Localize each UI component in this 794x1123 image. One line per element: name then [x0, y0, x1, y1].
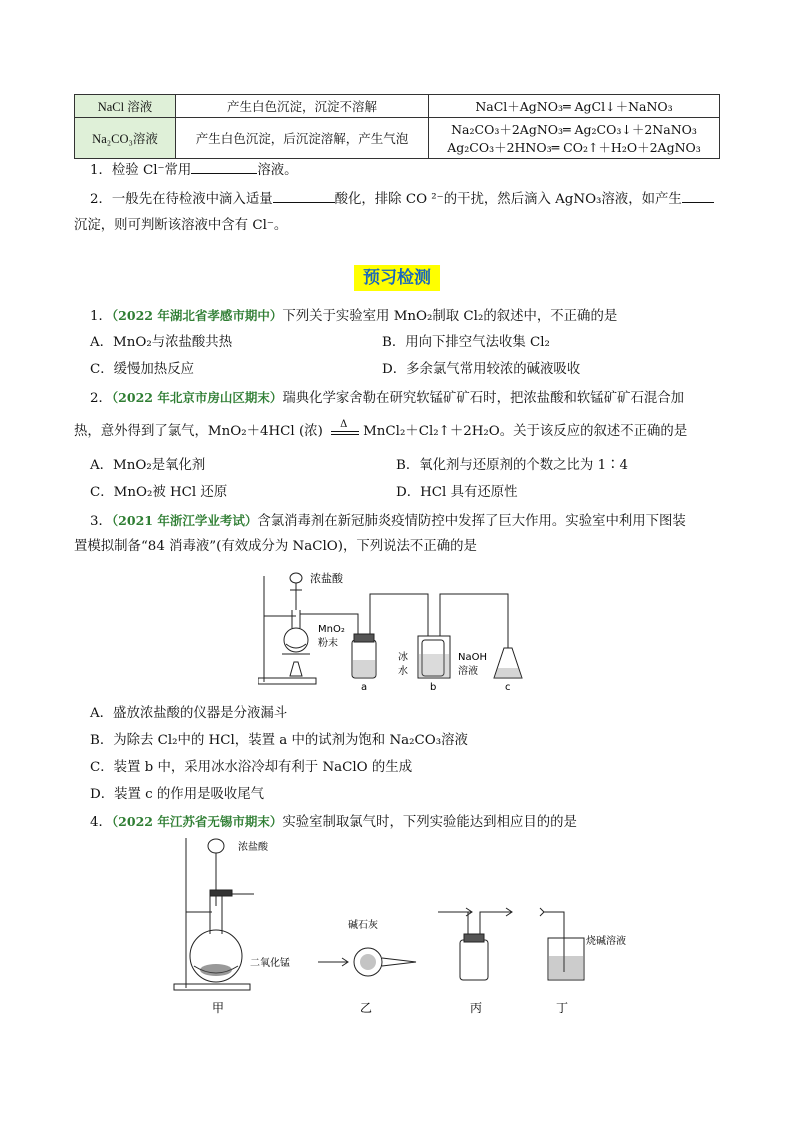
question-source: （2022 年湖北省孝感市期中） [111, 308, 283, 323]
fill-blank [191, 161, 257, 174]
question-text: 实验室制取氯气时，下列实验能达到相应目的的是 [282, 815, 577, 830]
question-number: 3． [90, 514, 112, 529]
question-text: 含氯消毒剂在新冠肺炎疫情防控中发挥了巨大作用。实验室中利用下图装 [257, 514, 686, 529]
label-conc-hcl: 浓盐酸 [238, 842, 268, 853]
fill-blank [273, 190, 335, 203]
equation-line: Ag₂CO₃＋2HNO₃═ CO₂↑＋H₂O＋2AgNO₃ [447, 140, 701, 155]
note-1 [90, 161, 720, 181]
observation-cell: 产生白色沉淀，沉淀不溶解 [176, 95, 429, 118]
equation-line: Na₂CO₃＋2AgNO₃═ Ag₂CO₃↓＋2NaNO₃ [451, 122, 697, 137]
reagent-cell: NaCl 溶液 [75, 95, 176, 118]
question-text: 下列关于实验室用 MnO₂制取 Cl₂的叙述中，不正确的是 [282, 309, 618, 324]
label-mno2: 二氧化锰 [250, 958, 290, 969]
question-2-stem [90, 388, 720, 409]
q2-option-c[interactable]: C．MnO₂被 HCl 还原 [90, 485, 228, 500]
note-text: 2．一般先在待检液中滴入适量 [90, 192, 273, 207]
q1-option-b[interactable]: B．用向下排空气法收集 Cl₂ [382, 335, 550, 350]
question-source: （2022 年北京市房山区期末） [111, 390, 283, 405]
stand-base [174, 984, 250, 990]
q1-option-a[interactable]: A．MnO₂与浓盐酸共热 [90, 335, 233, 350]
gas-bottle [460, 940, 488, 980]
note-2 [90, 190, 720, 210]
label-b: b [430, 682, 437, 693]
stand-base [258, 678, 316, 684]
q4-apparatus-figure [168, 832, 628, 1018]
note-text: 1．检验 Cl⁻常用 [90, 163, 192, 178]
heat-condition [331, 419, 359, 435]
label-jia: 甲 [212, 1001, 225, 1015]
question-number: 1． [90, 309, 112, 324]
q2-option-d[interactable]: D．HCl 具有还原性 [396, 485, 518, 500]
label-soda-lime: 碱石灰 [348, 920, 378, 931]
q1-option-c[interactable]: C．缓慢加热反应 [90, 362, 194, 377]
label-ding: 丁 [556, 1001, 569, 1015]
q1-option-d[interactable]: D．多余氯气常用较浓的碱液吸收 [382, 362, 581, 377]
q2-option-a[interactable]: A．MnO₂是氧化剂 [90, 458, 206, 473]
question-4-stem [90, 812, 720, 833]
equation-cell [429, 118, 720, 159]
question-source: （2021 年浙江学业考试） [111, 513, 258, 528]
label-solution: 溶液 [458, 666, 478, 677]
observation-cell: 产生白色沉淀，后沉淀溶解，产生气泡 [176, 118, 429, 159]
q3-option-b[interactable]: B．为除去 Cl₂中的 HCl，装置 a 中的试剂为饱和 Na₂CO₃溶液 [90, 733, 468, 748]
delta-symbol: Δ [340, 419, 348, 430]
question-number: 2． [90, 391, 112, 406]
reaction-table [74, 94, 720, 159]
note-text: 溶液。 [257, 163, 298, 178]
question-2-equation [74, 419, 720, 442]
label-mno2: MnO₂ [318, 624, 345, 635]
label-bing: 丙 [470, 1001, 483, 1015]
note-2-cont: 沉淀，则可判断该溶液中含有 Cl⁻。 [74, 218, 288, 233]
question-3-stem-cont: 置模拟制备“84 消毒液”(有效成分为 NaClO)，下列说法不正确的是 [74, 539, 477, 554]
separatory-funnel [208, 839, 224, 853]
label-naoh-solution: 烧碱溶液 [586, 936, 626, 947]
question-text: 热，意外得到了氯气，MnO₂＋4HCl (浓) [74, 424, 323, 439]
question-3-stem [90, 511, 720, 532]
question-1-stem [90, 306, 720, 327]
question-source: （2022 年江苏省无锡市期末） [111, 814, 283, 829]
table-row [75, 118, 720, 159]
label-water: 水 [398, 666, 408, 677]
table-row [75, 95, 720, 118]
reagent-cell: Na₂CO₃溶液 [75, 118, 176, 159]
equation-cell: NaCl＋AgNO₃═ AgCl↓＋NaNO₃ [429, 95, 720, 118]
label-a: a [361, 682, 368, 693]
q3-option-d[interactable]: D．装置 c 的作用是吸收尾气 [90, 787, 265, 802]
question-text: 瑞典化学家舍勒在研究软锰矿矿石时，把浓盐酸和软锰矿矿石混合加 [282, 391, 685, 406]
alcohol-lamp [290, 662, 302, 676]
note-text: 酸化，排除 CO ²⁻的干扰，然后滴入 AgNO₃溶液，如产生 [334, 192, 682, 207]
q3-apparatus-figure [258, 566, 538, 694]
label-yi: 乙 [360, 1001, 373, 1015]
label-powder: 粉末 [318, 638, 338, 649]
question-number: 4． [90, 815, 112, 830]
label-conc-hcl: 浓盐酸 [310, 572, 343, 585]
separatory-funnel [290, 573, 302, 583]
label-ice: 冰 [398, 652, 408, 663]
q2-option-b[interactable]: B．氧化剂与还原剂的个数之比为 1∶4 [396, 458, 628, 473]
label-c: c [505, 682, 511, 693]
q3-option-c[interactable]: C．装置 b 中，采用冰水浴冷却有利于 NaClO 的生成 [90, 760, 413, 775]
label-naoh: NaOH [458, 652, 487, 663]
fill-blank [682, 190, 714, 203]
section-title: 预习检测 [354, 265, 440, 291]
question-text: MnCl₂＋Cl₂↑＋2H₂O。关于该反应的叙述不正确的是 [363, 424, 688, 439]
q3-option-a[interactable]: A．盛放浓盐酸的仪器是分液漏斗 [90, 706, 288, 721]
